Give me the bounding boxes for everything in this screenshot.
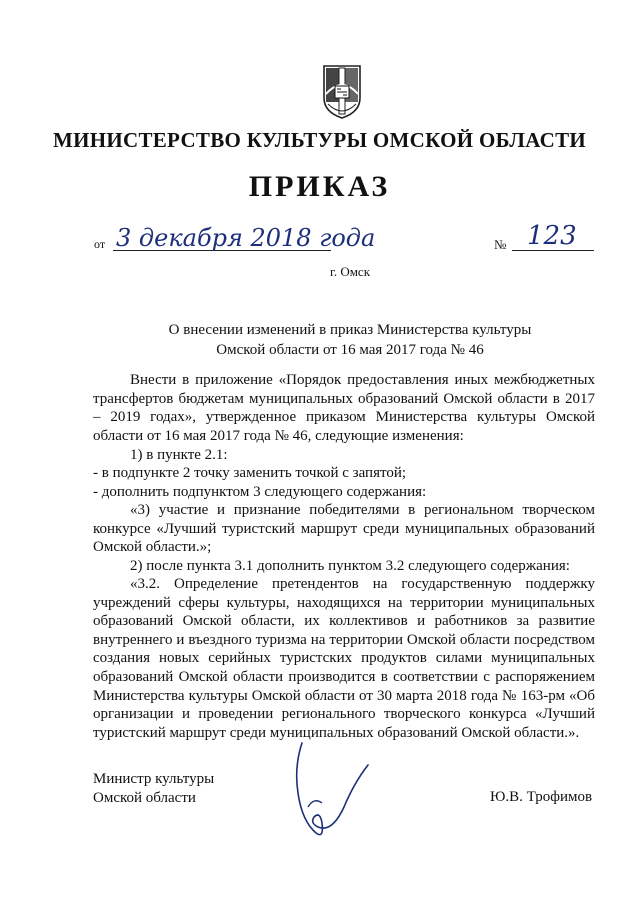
coat-of-arms-icon xyxy=(320,64,364,120)
order-subject xyxy=(0,320,639,360)
handwritten-date: 3 декабря 2018 года xyxy=(116,224,376,252)
handwritten-number: 123 xyxy=(527,221,577,251)
item-1a: - в подпункте 2 точку заменить точкой с запятой; xyxy=(93,465,407,481)
document-type: ПРИКАЗ xyxy=(248,170,391,203)
signer-name: Ю.В. Трофимов xyxy=(490,789,593,805)
handwritten-signature-icon xyxy=(284,737,380,847)
intro-paragraph: Внести в приложение «Порядок предоставления иных межбюджетных трансфертов бюджетам муниципальных образований Омской области в 2017 – 2019 годах», утвержденное приказом Министерства культуры Омской области от 16 мая 2017 года № 46, следующие изменения: xyxy=(93,372,595,444)
item-2: 2) после пункта 3.1 дополнить пунктом 3.2 следующего содержания: xyxy=(130,558,570,574)
subject-line-2: Омской области от 16 мая 2017 года № 46 xyxy=(216,342,484,358)
number-prefix: № xyxy=(494,237,507,252)
item-1: 1) в пункте 2.1: xyxy=(130,447,228,463)
quote-1: «3) участие и признание победителями в региональном творческом конкурсе «Лучший туристский маршрут среди муниципальных образований Омской области.»; xyxy=(93,502,595,556)
signer-title-line-1: Министр культуры xyxy=(93,771,215,787)
date-prefix: от xyxy=(94,237,106,251)
ministry-name: МИНИСТЕРСТВО КУЛЬТУРЫ ОМСКОЙ ОБЛАСТИ xyxy=(52,128,587,152)
item-1b: - дополнить подпунктом 3 следующего содержания: xyxy=(93,484,427,500)
city: г. Омск xyxy=(329,264,371,279)
signer-title xyxy=(93,770,214,808)
signer-title-line-2: Омской области xyxy=(93,790,196,806)
quote-2: «3.2. Определение претендентов на государственную поддержку учреждений сферы культуры, находящихся на территории муниципальных образований Омской области, их коллективов и работников за развитие внутреннего и въездного туризма на территории Омской области посредством создания новых серийных туристских продуктов силами муниципальных образований Омской области производится в соответствии с распоряжением Министерства культуры Омской области от 30 марта 2018 года № 163-рм «Об организации и проведении регионального творческого конкурса «Лучший туристский маршрут среди муниципальных образований Омской области.». xyxy=(93,576,595,741)
subject-line-1: О внесении изменений в приказ Министерства культуры xyxy=(168,322,532,338)
